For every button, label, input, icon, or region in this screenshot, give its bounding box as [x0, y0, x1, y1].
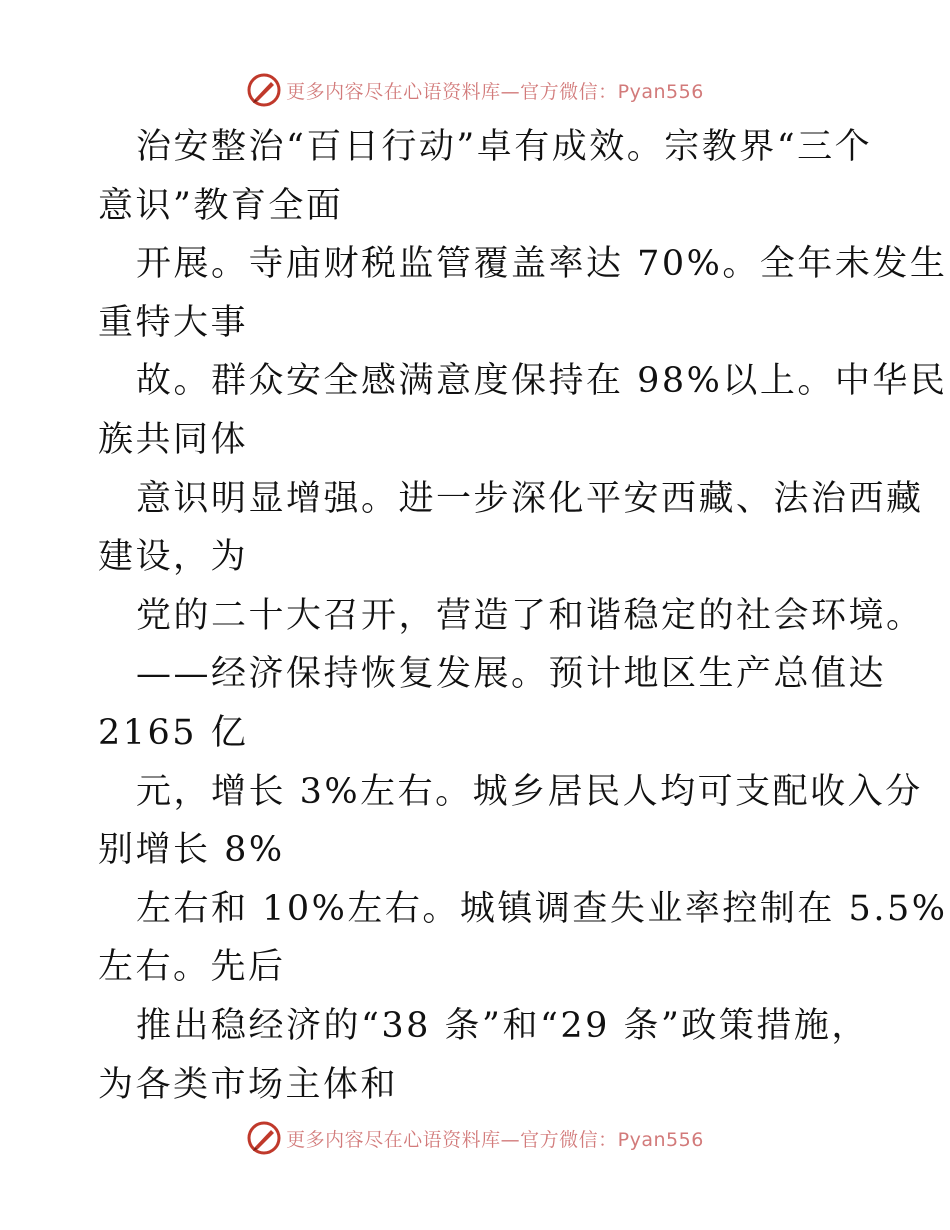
header-banner — [0, 70, 950, 110]
text-line: 元，增长 3%左右。城乡居民人均可支配收入分 — [136, 771, 923, 812]
text-line: 左右和 10%左右。城镇调查失业率控制在 5.5% — [136, 888, 948, 929]
text-line: 左右。先后 — [98, 947, 286, 988]
text-line: 治安整治“百日行动”卓有成效。宗教界“三个 — [136, 127, 873, 167]
pen-logo-icon — [246, 72, 282, 108]
banner-text: 更多内容尽在心语资料库—官方微信：Pyan556 — [286, 80, 704, 103]
text-line: 故。群众安全感满意度保持在 98%以上。中华民 — [136, 361, 948, 402]
text-line: 推出稳经济的“38 条”和“29 条”政策措施， — [136, 1005, 869, 1046]
text-line: 2165 亿 — [98, 712, 249, 753]
text-line: 别增长 8% — [98, 830, 285, 871]
text-line: ——经济保持恢复发展。预计地区生产总值达 — [136, 654, 887, 695]
text-line: 意识”教育全面 — [98, 185, 344, 226]
text-line: 重特大事 — [98, 302, 249, 343]
document-body — [98, 118, 948, 1114]
text-line: 建设，为 — [98, 537, 249, 578]
text-line: 族共同体 — [98, 419, 249, 460]
text-line: 开展。寺庙财税监管覆盖率达 70%。全年未发生 — [136, 244, 948, 285]
text-line: 意识明显增强。进一步深化平安西藏、法治西藏 — [136, 478, 924, 519]
banner-text: 更多内容尽在心语资料库—官方微信：Pyan556 — [286, 1128, 704, 1151]
text-line: 为各类市场主体和 — [98, 1064, 399, 1105]
text-line: 党的二十大召开，营造了和谐稳定的社会环境。 — [136, 595, 924, 636]
footer-banner — [0, 1118, 950, 1158]
pen-logo-icon — [246, 1120, 282, 1156]
